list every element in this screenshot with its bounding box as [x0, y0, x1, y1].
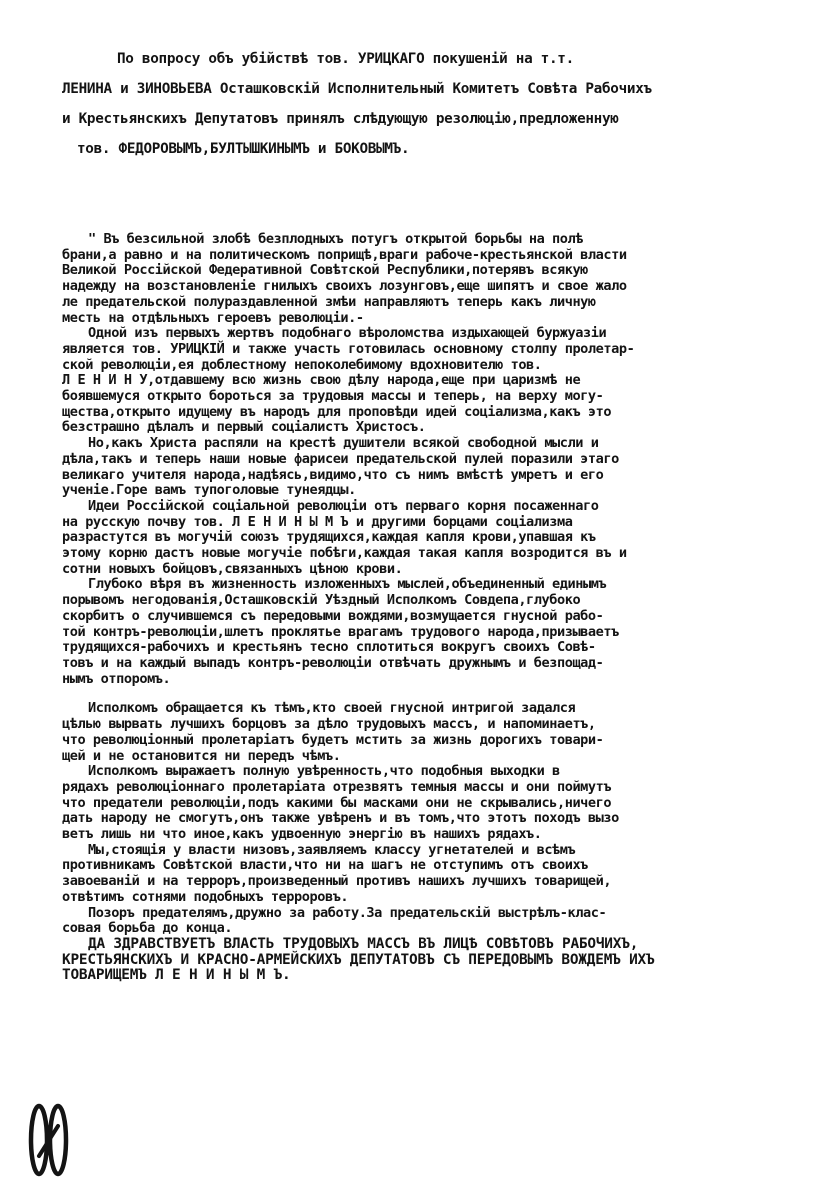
text-line: дѣла,такъ и теперь наши новые фарисеи предательской пулей поразили этаго: [62, 450, 619, 467]
text-line: той контръ-революціи,шлетъ проклятье врагамъ трудового народа,призываетъ: [62, 623, 619, 640]
text-line: завоеваній и на терроръ,произведенный противъ нашихъ лучшихъ товарищей,: [62, 873, 612, 890]
header-line: ЛЕНИНА и ЗИНОВЬЕВА Осташковскій Исполнительный Комитетъ Совѣта Рабочихъ: [62, 81, 652, 97]
resolution-paragraph: [62, 232, 802, 326]
text-line: ТОВАРИЩЕМЪ Л Е Н И Н Ы М Ъ.: [62, 967, 291, 984]
text-line: безстрашно дѣлалъ и первый соціалистъ Христосъ.: [62, 419, 426, 436]
header-line: тов. ФЕДОРОВЫМЪ,БУЛТЫШКИНЫМЪ и БОКОВЫМЪ.: [77, 141, 410, 157]
text-line: нымъ отпоромъ.: [62, 670, 171, 687]
header-line: и Крестьянскихъ Депутатовъ принялъ слѣдующую резолюцію,предложенную: [62, 111, 619, 127]
text-line: ДА ЗДРАВСТВУЕТЪ ВЛАСТЬ ТРУДОВЫХЪ МАССЪ ВЪ ЛИЦѢ СОВѢТОВЪ РАБОЧИХЪ,: [88, 935, 639, 952]
text-line: Но,какъ Христа распяли на крестѣ душители всякой свободной мысли и: [88, 435, 599, 452]
text-line: " Въ безсильной злобѣ безплодныхъ потугъ открытой борьбы на полѣ: [88, 231, 583, 247]
text-line: Исполкомъ выражаетъ полную увѣренность,что подобныя выходки в: [88, 763, 560, 780]
text-line: противникамъ Совѣтской власти,что ни на шагъ не отступимъ отъ своихъ: [62, 857, 588, 874]
text-line: Глубоко вѣря въ жизненность изложенныхъ мыслей,объединенный единымъ: [88, 576, 607, 593]
text-line: что предатели революціи,подъ какими бы масками они не скрывались,ничего: [62, 794, 612, 811]
text-line: на русскую почву тов. Л Е Н И Н Ы М Ъ и другими борцами соціализма: [62, 513, 573, 530]
text-line: является тов. УРИЦКІЙ и также участь готовилась основному столпу пролетар-: [62, 340, 635, 357]
text-line: трудящихся-рабочихъ и крестьянъ тесно сплотиться вокругъ своихъ Совѣ-: [62, 639, 596, 656]
text-line: порывомъ негодованія,Осташковскій Уѣздный Исполкомъ Совдепа,глубоко: [62, 592, 581, 609]
text-line: ученіе.Горе вамъ тупоголовые тунеядцы.: [62, 482, 356, 499]
resolution-paragraph: [62, 326, 802, 436]
text-line: Л Е Н И Н У,отдавшему всю жизнь свою дѣлу народа,еще при царизмѣ не: [62, 372, 581, 389]
resolution-paragraph: [62, 937, 802, 984]
resolution-paragraph: [62, 701, 802, 764]
text-line: месть на отдѣльныхъ героевъ революціи.-: [62, 309, 364, 326]
resolution-paragraph: [62, 499, 802, 578]
text-line: разрастутся въ могучій союзъ трудящихся,каждая капля крови,упавшая къ: [62, 529, 596, 546]
text-line: Великой Россійской Федеративной Совѣтской Республики,потерявъ всякую: [62, 262, 588, 279]
document-header: [62, 44, 802, 164]
resolution-paragraph: [62, 764, 802, 843]
text-line: ской революціи,ея доблестному непоколебимому вдохновителю тов.: [62, 356, 542, 373]
resolution-text: [62, 232, 802, 984]
text-line: что революціонный пролетаріатъ будетъ мстить за жизнь дорогихъ товари-: [62, 731, 604, 748]
monogram-logo-icon: [24, 1100, 74, 1180]
header-line: По вопросу объ убійствѣ тов. УРИЦКАГО покушеній на т.т.: [117, 51, 574, 67]
text-line: Позоръ предателямъ,дружно за работу.За предательскій выстрѣлъ-клас-: [88, 904, 607, 921]
text-line: КРЕСТЬЯНСКИХЪ И КРАСНО-АРМЕЙСКИХЪ ДЕПУТАТОВЪ СЪ ПЕРЕДОВЫМЪ ВОЖДЕМЪ ИХЪ: [62, 951, 655, 968]
text-line: щества,открыто идущему въ народъ для проповѣди идей соціализма,какъ это: [62, 403, 612, 420]
text-line: рядахъ революціоннаго пролетаріата отрезвятъ темныя массы и они поймутъ: [62, 778, 612, 795]
text-line: Исполкомъ обращается къ тѣмъ,кто своей гнусной интригой задался: [88, 700, 576, 717]
text-line: ле предательской полураздавленной змѣи направляютъ теперь какъ личную: [62, 293, 596, 310]
text-line: щей и не остановится ни передъ чѣмъ.: [62, 747, 341, 764]
resolution-paragraph: [62, 436, 802, 499]
text-line: цѣлью вырвать лучшихъ борцовъ за дѣло трудовыхъ массъ, и напоминаетъ,: [62, 716, 596, 733]
text-line: товъ и на каждый выпадъ контръ-революціи отвѣчать дружнымъ и безпощад-: [62, 654, 604, 671]
text-line: отвѣтимъ сотнями подобныхъ террoровъ.: [62, 888, 349, 905]
text-line: Мы,стоящія у власти низовъ,заявляемъ классу угнетателей и всѣмъ: [88, 841, 576, 858]
text-line: великаго учителя народа,надѣясь,видимо,что съ нимъ вмѣстѣ умретъ и его: [62, 466, 604, 483]
text-line: Идеи Россійской соціальной революціи отъ перваго корня посаженнаго: [88, 497, 599, 514]
text-line: ветъ лишь ни что иное,какъ удвоенную энергію въ нашихъ рядахъ.: [62, 826, 542, 843]
text-line: совая борьба до конца.: [62, 920, 233, 937]
resolution-paragraph: [62, 577, 802, 687]
resolution-paragraph: [62, 843, 802, 906]
text-line: надежду на возстановленіе гнилыхъ своихъ лозунговъ,еще шипятъ и свое жало: [62, 278, 627, 295]
text-line: скорбитъ о случившемся съ передовыми вождями,возмущается гнусной рабо-: [62, 607, 604, 624]
resolution-paragraph: [62, 906, 802, 937]
text-line: боявшемуся открыто бороться за трудовыя массы и теперь, на верху могу-: [62, 388, 604, 405]
text-line: Одной изъ первыхъ жертвъ подобнаго вѣроломства издыхающей буржуазіи: [88, 325, 607, 342]
text-line: сотни новыхъ бойцовъ,связанныхъ цѣною крови.: [62, 560, 403, 577]
text-line: этому корню дастъ новые могучіе побѣги,каждая такая капля возродится въ и: [62, 545, 627, 562]
text-line: дать народу не смогутъ,онъ также увѣренъ и въ томъ,что этотъ походъ вызо: [62, 810, 619, 827]
text-line: брани,а равно и на политическомъ поприщѣ,враги рабоче-крестьянской власти: [62, 246, 627, 263]
